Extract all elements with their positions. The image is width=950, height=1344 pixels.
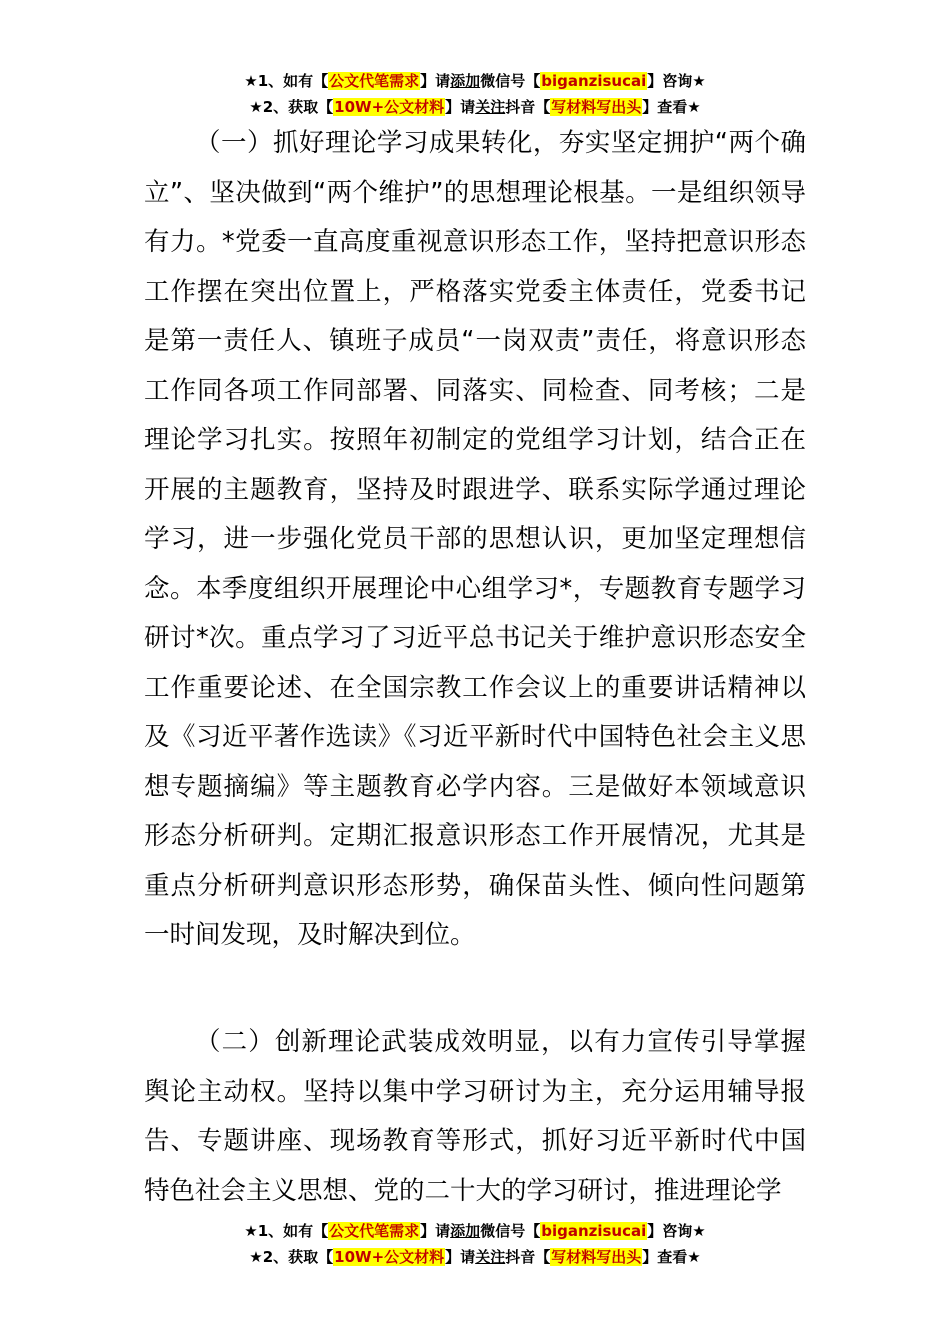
highlight-service: 公文代笔需求	[329, 72, 420, 90]
banner-text: 】请	[420, 72, 451, 90]
banner-text: 】咨询	[647, 72, 693, 90]
header-banner	[0, 68, 950, 120]
star-icon: ★	[244, 72, 258, 90]
banner-text: 】请	[445, 98, 476, 116]
banner-text: 2、获取【	[262, 1248, 334, 1266]
star-icon: ★	[692, 1222, 706, 1240]
banner-emphasis: 关注	[475, 98, 506, 116]
banner-text: 】请	[420, 1222, 451, 1240]
star-icon: ★	[249, 98, 263, 116]
banner-line-1	[0, 68, 950, 94]
star-icon: ★	[249, 1248, 263, 1266]
banner-text: 1、如有【	[257, 72, 329, 90]
banner-text: 1、如有【	[257, 1222, 329, 1240]
highlight-wechat-id: biganzisucai	[541, 1222, 647, 1240]
highlight-douyin-account: 写材料写出头	[551, 1248, 642, 1266]
star-icon: ★	[692, 72, 706, 90]
banner-emphasis: 添加	[450, 72, 481, 90]
highlight-materials: 10W+公文材料	[334, 1248, 445, 1266]
banner-text: 】查看	[642, 98, 688, 116]
highlight-service: 公文代笔需求	[329, 1222, 420, 1240]
paragraph-section-1: （一）抓好理论学习成果转化，夯实坚定拥护“两个确立”、坚决做到“两个维护”的思想理论根基。一是组织领导有力。*党委一直高度重视意识形态工作，坚持把意识形态工作摆在突出位置上，严格落实党委主体责任，党委书记是第一责任人、镇班子成员“一岗双责”责任，将意识形态工作同各项工作同部署、同落实、同检查、同考核；二是理论学习扎实。按照年初制定的党组学习计划，结合正在开展的主题教育，坚持及时跟进学、联系实际学通过理论学习，进一步强化党员干部的思想认识，更加坚定理想信念。本季度组织开展理论中心组学习*，专题教育专题学习研讨*次。重点学习了习近平总书记关于维护意识形态安全工作重要论述、在全国宗教工作会议上的重要讲话精神以及《习近平著作选读》《习近平新时代中国特色社会主义思想专题摘编》等主题教育必学内容。三是做好本领域意识形态分析研判。定期汇报意识形态工作开展情况，尤其是重点分析研判意识形态形势，确保苗头性、倾向性问题第一时间发现，及时解决到位。	[144, 128, 806, 950]
banner-line-2	[0, 1244, 950, 1270]
banner-text: 抖音【	[505, 1248, 551, 1266]
banner-text: 】请	[445, 1248, 476, 1266]
banner-line-1	[0, 1218, 950, 1244]
paragraph-section-2: （二）创新理论武装成效明显，以有力宣传引导掌握舆论主动权。坚持以集中学习研讨为主，充分运用辅导报告、专题讲座、现场教育等形式，抓好习近平新时代中国特色社会主义思想、党的二十大的学习研讨，推进理论学	[144, 1027, 806, 1206]
banner-emphasis: 关注	[475, 1248, 506, 1266]
banner-text: 2、获取【	[262, 98, 334, 116]
star-icon: ★	[244, 1222, 258, 1240]
banner-text: 】查看	[642, 1248, 688, 1266]
banner-line-2	[0, 94, 950, 120]
banner-text: 抖音【	[505, 98, 551, 116]
star-icon: ★	[687, 98, 701, 116]
highlight-materials: 10W+公文材料	[334, 98, 445, 116]
banner-emphasis: 添加	[450, 1222, 481, 1240]
footer-banner	[0, 1218, 950, 1270]
highlight-wechat-id: biganzisucai	[541, 72, 647, 90]
banner-text: 】咨询	[647, 1222, 693, 1240]
banner-text: 微信号【	[480, 72, 541, 90]
highlight-douyin-account: 写材料写出头	[551, 98, 642, 116]
star-icon: ★	[687, 1248, 701, 1266]
banner-text: 微信号【	[480, 1222, 541, 1240]
